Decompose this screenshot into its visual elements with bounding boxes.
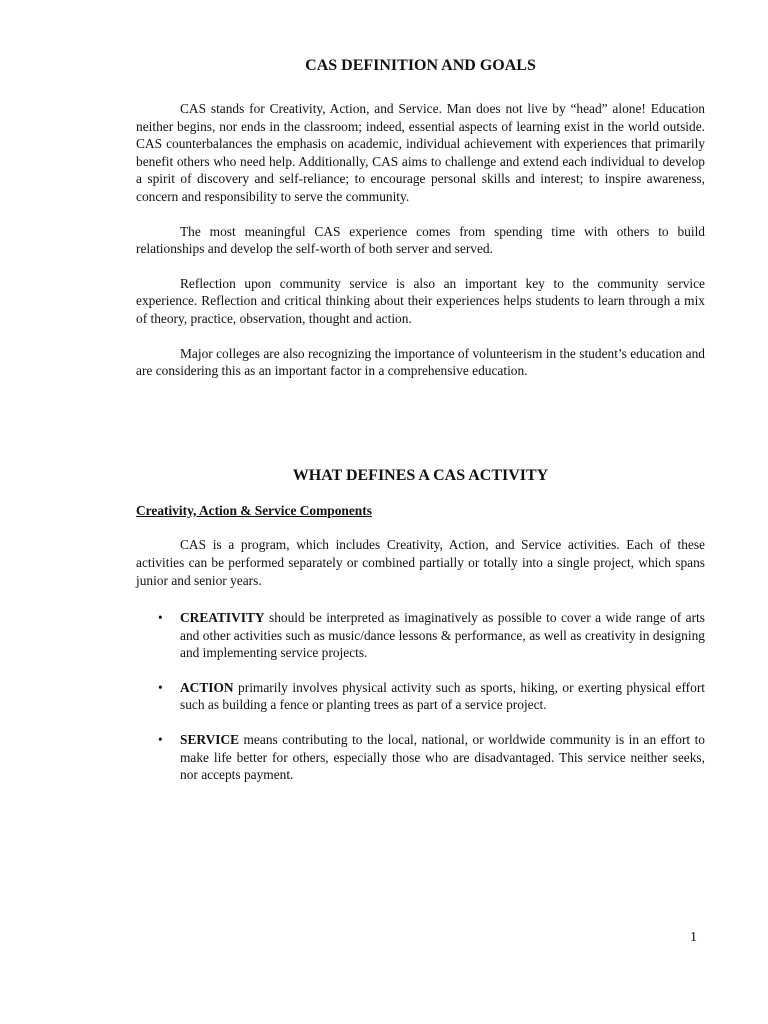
section-title-cas-definition: CAS DEFINITION AND GOALS [305,57,536,74]
component-term: ACTION [180,679,234,695]
list-item-service [136,731,705,784]
bullet-icon: • [158,679,163,695]
section-title-cas-activity: WHAT DEFINES A CAS ACTIVITY [292,466,549,484]
page-content [136,56,705,784]
component-term: SERVICE [180,732,240,748]
component-description: primarily involves physical activity such as sports, hiking, or exerting physical effort such as building a fence or planting trees as part of a service project. [180,679,705,713]
paragraph-colleges: Major colleges are also recognizing the importance of volunteerism in the student’s education and are considering this as an important factor in a comprehensive education. [136,345,705,379]
bullet-icon: • [158,610,163,626]
components-list [136,609,705,784]
component-description: should be interpreted as imaginatively as possible to cover a wide range of arts and other activities such as music/dance lessons & performance, as well as creativity in designing and implementing service projects. [180,610,705,661]
component-term: CREATIVITY [180,610,265,626]
list-item-creativity [136,609,705,662]
subheading-components: Creativity, Action & Service Components [136,502,372,518]
paragraph-meaningful-experience: The most meaningful CAS experience comes from spending time with others to build relationships and develop the self-worth of both server and served. [136,223,705,257]
paragraph-program-intro: CAS is a program, which includes Creativity, Action, and Service activities. Each of these activities can be performed separately or combined partially or totally into a single project, which spans junior and senior years. [136,537,705,588]
paragraph-cas-overview: CAS stands for Creativity, Action, and Service. Man does not live by “head” alone! Education neither begins, nor ends in the classroom; indeed, essential aspects of learning exist in the world outside. CAS counterbalances the emphasis on academic, individual achievement with experiences that primarily benefit others who need help. Additionally, CAS aims to challenge and extend each individual to develop a spirit of discovery and self-reliance; to encourage personal skills and interest; to inspire awareness, concern and responsibility to serve the community. [136,101,705,204]
page-number: 1 [690,930,697,945]
paragraph-reflection: Reflection upon community service is also an important key to the community service experience. Reflection and critical thinking about their experiences helps students to learn through a mix of theory, practice, observation, thought and action. [136,275,705,326]
bullet-icon: • [158,732,163,748]
list-item-action [136,679,705,714]
component-description: means contributing to the local, national, or worldwide community is in an effort to make life better for others, especially those who are disadvantaged. This service neither seeks, nor accepts payment. [180,732,705,783]
